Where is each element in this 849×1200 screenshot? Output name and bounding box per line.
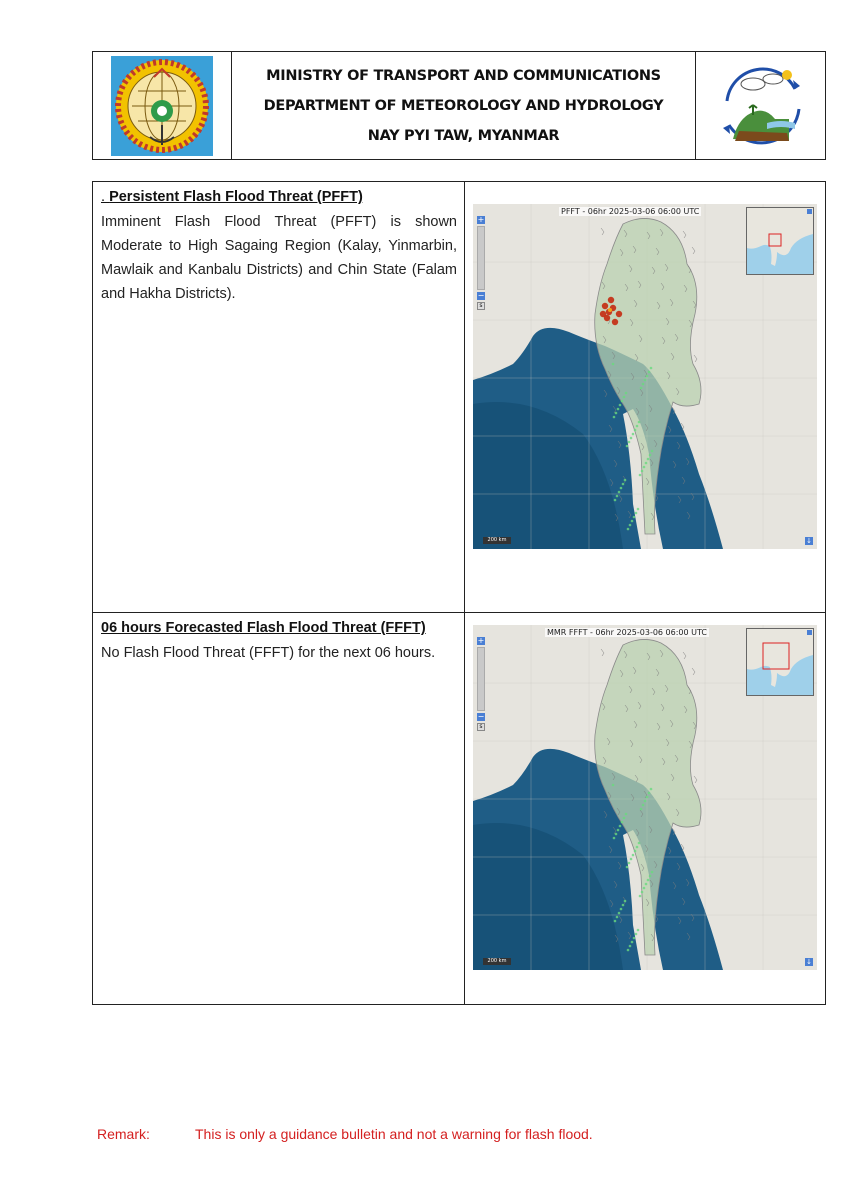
overview-map-canvas [747,208,813,274]
download-icon[interactable]: ↓ [806,537,812,545]
zoom-out-icon[interactable]: − [477,712,485,721]
ministry-logo-cell [93,52,232,159]
pfft-section-title [101,186,457,208]
pfft-overview-map[interactable] [746,207,814,275]
ministry-name: MINISTRY OF TRANSPORT AND COMMUNICATIONS [266,67,661,84]
scale-bar: 200 km [483,958,511,965]
pfft-description: Imminent Flash Flood Threat (PFFT) is shown Moderate to High Sagaing Region (Kalay, Yinmarbin, Mawlaik and Kanbalu Districts) and Chin State (Falam and Hakha Districts). [101,214,457,302]
pfft-zoom-control[interactable] [477,216,485,310]
ffft-description: No Flash Flood Threat (FFFT) for the next 06 hours. [101,645,436,661]
overview-map-canvas [747,629,813,695]
ffft-row [93,613,825,1004]
bulletin-header [92,51,826,160]
zoom-slider[interactable] [477,226,485,290]
scale-bar: 200 km [483,537,511,544]
ffft-map-title: MMR FFFT - 06hr 2025-03-06 06:00 UTC [547,628,708,637]
zoom-slider[interactable] [477,647,485,711]
pfft-title-text: Persistent Flash Flood Threat (PFFT) [109,189,363,205]
layer-switch-icon[interactable]: s [477,723,485,731]
pfft-title-prefix: . [101,189,110,205]
header-title-block [232,52,696,159]
ffft-title-text: 06 hours Forecasted Flash Flood Threat (FFFT) [101,620,426,636]
ffft-text-cell [93,613,465,1004]
zoom-out-icon[interactable]: − [477,291,485,300]
zoom-in-icon[interactable]: + [477,636,485,645]
remark-line [97,1126,593,1142]
bulletin-content-table [92,181,826,1005]
pfft-text-cell [93,182,465,612]
pfft-map-cell [465,182,825,612]
ffft-map-cell [465,613,825,1004]
remark-text: This is only a guidance bulletin and not a warning for flash flood. [195,1126,593,1142]
ffft-zoom-control[interactable] [477,637,485,731]
ministry-emblem-icon [110,55,214,157]
ffft-map [473,625,817,970]
layer-switch-icon[interactable]: s [477,302,485,310]
pfft-map [473,204,817,549]
zoom-in-icon[interactable]: + [477,215,485,224]
ffft-overview-map[interactable] [746,628,814,696]
pfft-row [93,182,825,613]
pfft-map-title: PFFT - 06hr 2025-03-06 06:00 UTC [561,207,700,216]
download-icon[interactable]: ↓ [806,958,812,966]
remark-label: Remark: [97,1126,150,1142]
hydrology-logo-cell [696,52,825,159]
water-cycle-emblem-icon [709,57,813,155]
department-name: DEPARTMENT OF METEOROLOGY AND HYDROLOGY [263,97,664,114]
location-name: NAY PYI TAW, MYANMAR [367,127,560,144]
ffft-section-title [101,617,457,639]
